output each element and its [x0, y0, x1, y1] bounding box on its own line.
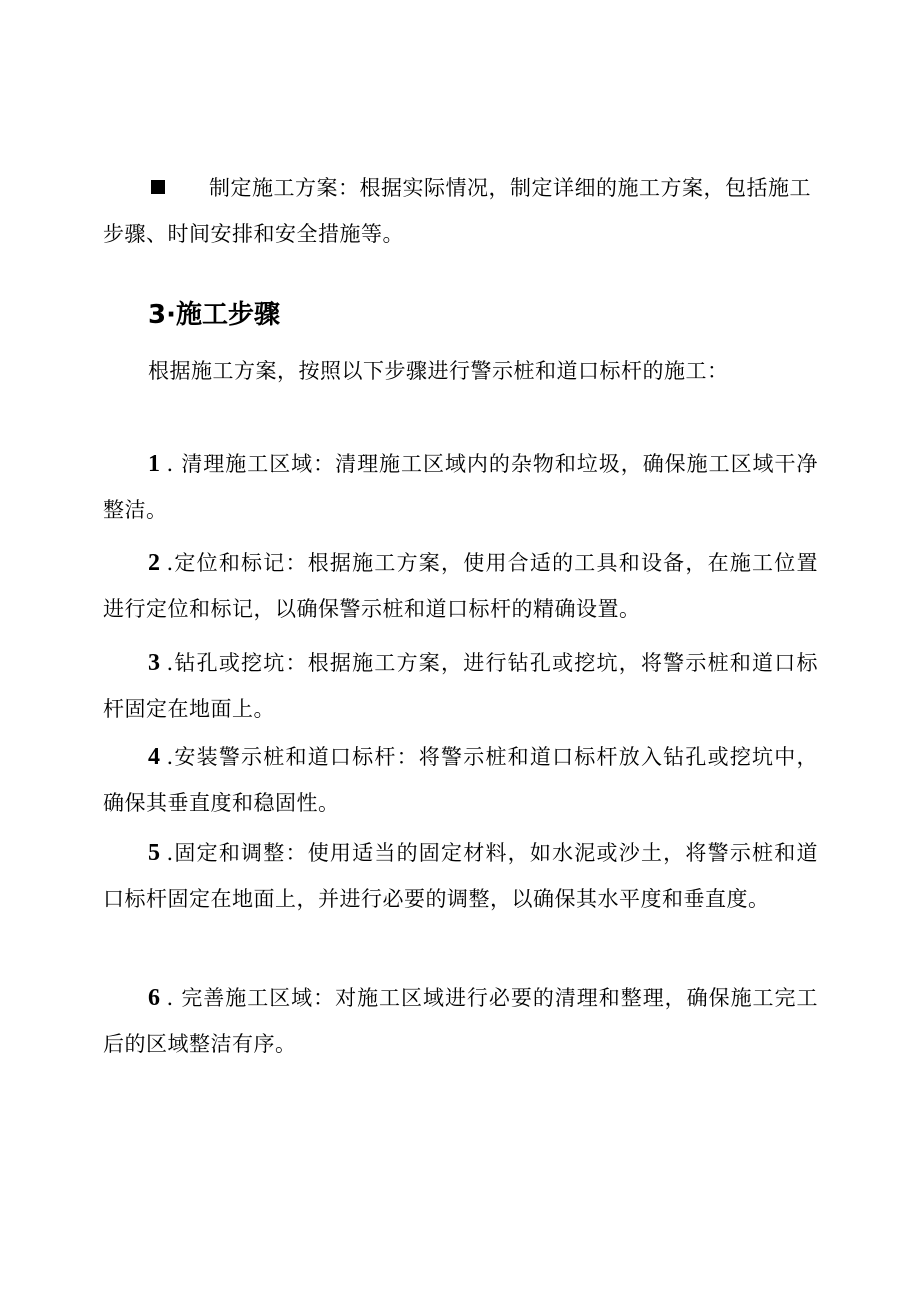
step-number: 6: [148, 985, 161, 1011]
step-number: 5: [148, 840, 161, 866]
step-text: .安装警示桩和道口标杆：将警示桩和道口标杆放入钻孔或挖坑中，确保其垂直度和稳固性。: [103, 745, 818, 815]
step-item: [103, 441, 818, 533]
square-bullet-icon: [151, 180, 165, 194]
step-number: 3: [148, 650, 161, 676]
section-intro: 根据施工方案，按照以下步骤进行警示桩和道口标杆的施工：: [148, 359, 729, 383]
step-text: .定位和标记：根据施工方案，使用合适的工具和设备，在施工位置进行定位和标记，以确保警示桩和道口标杆的精确设置。: [103, 551, 818, 621]
step-item: [103, 540, 818, 632]
bullet-paragraph: [103, 165, 818, 257]
bullet-text: 制定施工方案：根据实际情况，制定详细的施工方案，包括施工步骤、时间安排和安全措施等。: [103, 176, 811, 246]
step-item: [103, 640, 818, 732]
step-text: . 清理施工区域：清理施工区域内的杂物和垃圾，确保施工区域干净整洁。: [103, 452, 818, 522]
step-number: 2: [148, 550, 161, 576]
step-text: .固定和调整：使用适当的固定材料，如水泥或沙土，将警示桩和道口标杆固定在地面上，并进行必要的调整，以确保其水平度和垂直度。: [103, 841, 818, 911]
step-number: 4: [148, 744, 161, 770]
step-item: [103, 830, 818, 922]
step-number: 1: [148, 451, 161, 477]
step-text: . 完善施工区域：对施工区域进行必要的清理和整理，确保施工完工后的区域整洁有序。: [103, 986, 818, 1056]
step-item: [103, 975, 818, 1067]
step-text: .钻孔或挖坑：根据施工方案，进行钻孔或挖坑，将警示桩和道口标杆固定在地面上。: [103, 651, 818, 721]
step-item: [103, 734, 818, 826]
section-heading: 3·施工步骤: [148, 300, 280, 330]
